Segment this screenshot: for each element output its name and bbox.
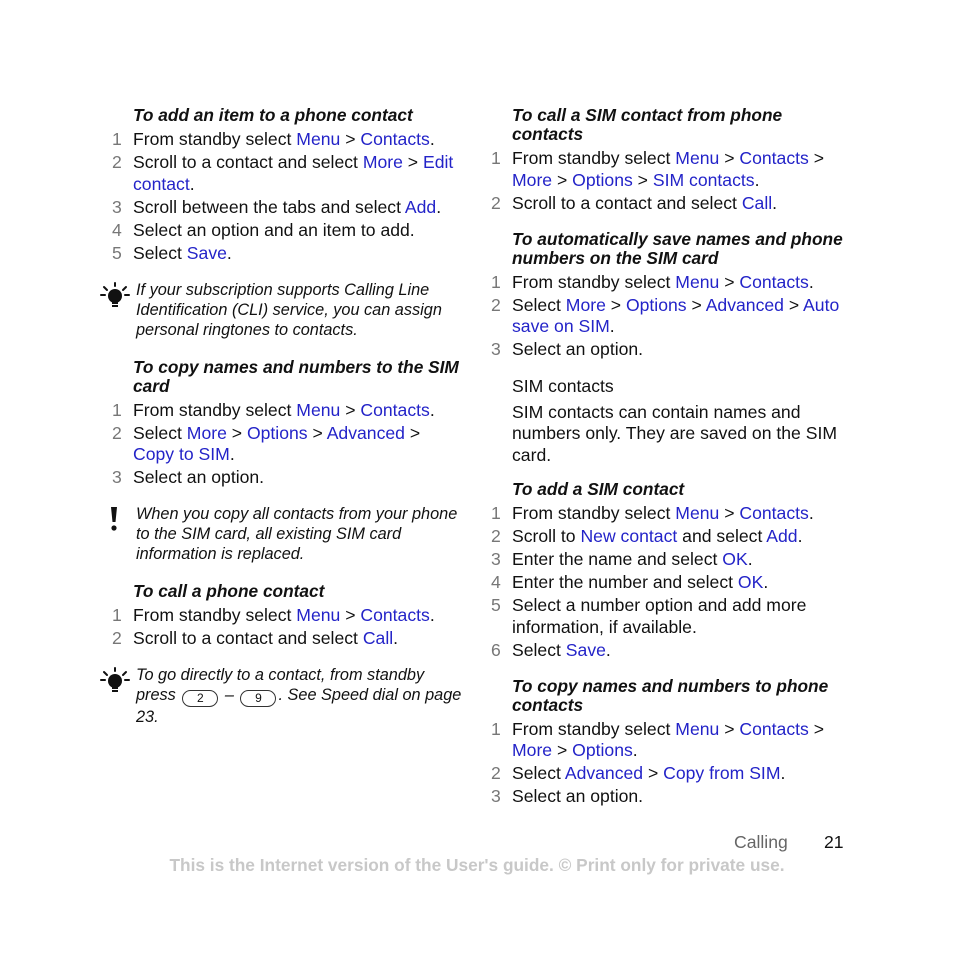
lightbulb-icon (100, 667, 130, 700)
step-item (491, 719, 843, 762)
step-number: 4 (491, 572, 501, 592)
menu-path-link[interactable]: Contacts (360, 399, 430, 420)
step-number: 2 (491, 526, 501, 546)
menu-path-link[interactable]: Copy from SIM (663, 763, 781, 783)
menu-path-link[interactable]: More (512, 169, 553, 190)
step-number: 3 (491, 339, 501, 359)
step-list (491, 503, 843, 661)
step-text: From standby select (512, 271, 676, 292)
step-number: 2 (491, 294, 501, 315)
menu-path-link[interactable]: Options (572, 169, 633, 190)
step-text: . (609, 316, 615, 336)
section-heading: To call a phone contact (133, 581, 325, 601)
step-text: From standby select (512, 503, 676, 523)
step-text: . (229, 444, 235, 464)
step-text: Select (512, 639, 566, 660)
menu-path-link[interactable]: Add (404, 196, 437, 217)
step-number: 3 (491, 549, 501, 569)
step-text: . (436, 196, 442, 217)
menu-path-link[interactable]: Menu (675, 503, 720, 523)
step-number: 2 (112, 422, 122, 443)
step-text: . (632, 740, 638, 760)
menu-path-link[interactable]: Options (625, 294, 687, 315)
menu-path-link[interactable]: Contacts (739, 148, 809, 168)
menu-path-link[interactable]: OK (737, 572, 764, 592)
step-item (112, 467, 464, 489)
step-list (112, 400, 464, 489)
step-text: Select an option. (133, 467, 265, 487)
menu-path-link[interactable]: Copy to SIM (133, 444, 230, 464)
step-text: . (429, 605, 435, 625)
step-number: 1 (491, 148, 501, 168)
step-item (112, 423, 464, 466)
menu-path-link[interactable]: New contact (580, 526, 678, 546)
menu-path-link[interactable]: More (362, 152, 403, 172)
step-item (112, 152, 464, 195)
step-list (491, 272, 843, 361)
step-text: > (307, 422, 327, 443)
step-item (491, 526, 843, 548)
menu-path-link[interactable]: OK (722, 549, 748, 569)
menu-path-link[interactable]: Contacts (739, 718, 809, 739)
step-text: From standby select (133, 129, 297, 149)
step-text: . (772, 192, 778, 213)
menu-path-link[interactable]: Edit contact (133, 152, 454, 194)
step-text: > (340, 129, 361, 149)
step-number: 2 (491, 192, 501, 213)
step-text: . (747, 549, 753, 569)
right-column (491, 106, 843, 809)
menu-path-link[interactable]: Auto save on SIM (512, 294, 840, 336)
step-text: Select (133, 422, 187, 443)
step-text: > (552, 169, 573, 190)
step-text: Scroll to a contact and select (133, 628, 363, 648)
step-text: Scroll to a contact and select (133, 152, 363, 172)
step-item (491, 572, 843, 594)
step-number: 1 (112, 129, 122, 149)
step-item (112, 628, 464, 650)
step-text: > (719, 503, 740, 523)
section-heading: To call a SIM contact from phone contacts (512, 105, 783, 144)
menu-path-link[interactable]: Menu (296, 605, 341, 625)
step-text: Enter the name and select (512, 549, 723, 569)
step-text: > (686, 294, 706, 315)
step-text: From standby select (512, 148, 676, 168)
menu-path-link[interactable]: Menu (675, 718, 720, 739)
step-item (112, 400, 464, 422)
tip-text-b: . See Speed dial on page 23. (136, 686, 462, 726)
step-text: Enter the number and select (512, 572, 738, 592)
footer-chapter: Calling (734, 832, 788, 852)
step-text: . (605, 639, 611, 660)
left-column (112, 106, 464, 727)
footer-notice: This is the Internet version of the User's guide. © Print only for private use. (169, 855, 785, 875)
menu-path-link[interactable]: Menu (675, 271, 720, 292)
step-text: and select (677, 526, 767, 546)
menu-path-link[interactable]: Contacts (360, 129, 430, 149)
step-number: 3 (112, 467, 122, 487)
step-item (491, 193, 843, 215)
step-text: Select (133, 242, 187, 263)
step-text: From standby select (133, 399, 297, 420)
body-paragraph: SIM contacts can contain names and numbers only. They are saved on the SIM card. (512, 401, 838, 465)
tip-note (112, 280, 464, 340)
step-text: > (719, 271, 740, 292)
step-item (491, 339, 843, 361)
step-number: 1 (491, 718, 501, 739)
step-list (491, 148, 843, 214)
step-item (491, 786, 843, 808)
step-text: Select an option and an item to add. (133, 219, 415, 240)
step-text: From standby select (133, 605, 297, 625)
step-text: Select an option. (512, 786, 644, 806)
menu-path-link[interactable]: Options (572, 740, 633, 760)
step-text: > (605, 294, 626, 315)
menu-path-link[interactable]: Contacts (739, 271, 809, 292)
step-text: Select an option. (512, 339, 644, 359)
step-text: Select (512, 763, 565, 783)
exclamation-icon (110, 506, 118, 537)
step-text: Scroll to a contact and select (512, 192, 742, 213)
menu-path-link[interactable]: Advanced (564, 763, 644, 783)
step-text: Scroll to (512, 526, 581, 546)
step-item (112, 220, 464, 242)
step-text: . (226, 242, 232, 263)
step-text: Select a number option and add more information, if available. (512, 595, 807, 637)
step-text: > (808, 718, 824, 739)
section-heading: To add an item to a phone contact (133, 105, 413, 125)
step-item (112, 605, 464, 627)
tip-text-a: To go directly to a contact, from standby press (136, 666, 425, 704)
step-number: 4 (112, 219, 122, 240)
step-number: 5 (491, 595, 501, 615)
menu-path-link[interactable]: SIM contacts (652, 169, 755, 190)
menu-path-link[interactable]: Contacts (739, 503, 809, 523)
menu-path-link[interactable]: Save (186, 242, 227, 263)
step-text: . (797, 526, 803, 546)
step-text: > (643, 763, 664, 783)
tip-note (112, 665, 464, 727)
step-text: Select (512, 294, 566, 315)
step-number: 1 (491, 503, 501, 523)
step-text: . (393, 628, 399, 648)
warning-note (112, 504, 464, 564)
menu-path-link[interactable]: Options (246, 422, 308, 443)
step-number: 2 (491, 763, 501, 783)
step-text: > (404, 422, 421, 443)
menu-path-link[interactable]: Menu (296, 129, 341, 149)
step-number: 3 (491, 786, 501, 806)
step-number: 1 (491, 271, 501, 292)
step-item (491, 295, 843, 338)
key-dash: – (224, 686, 234, 704)
step-text: > (340, 399, 361, 420)
menu-path-link[interactable]: More (565, 294, 606, 315)
warning-text: When you copy all contacts from your phone to the SIM card, all existing SIM card information is replaced. (136, 505, 458, 563)
step-number: 3 (112, 196, 122, 217)
menu-path-link[interactable]: More (512, 740, 553, 760)
tip-text: If your subscription supports Calling Line Identification (CLI) service, you can assign personal ringtones to contacts. (136, 280, 442, 339)
menu-path-link[interactable]: Advanced (705, 294, 784, 315)
step-text: . (429, 399, 435, 420)
section-heading: To add a SIM contact (512, 479, 685, 499)
step-list (112, 129, 464, 264)
step-item (491, 763, 843, 785)
step-list (491, 719, 843, 808)
step-item (112, 243, 464, 265)
step-text: . (429, 129, 435, 149)
step-text: > (719, 148, 740, 168)
menu-path-link[interactable]: Menu (675, 148, 720, 168)
lightbulb-icon (100, 282, 130, 315)
step-number: 1 (112, 605, 122, 625)
subheading: SIM contacts (512, 376, 614, 396)
menu-path-link[interactable]: Add (766, 526, 798, 546)
menu-path-link[interactable]: More (186, 422, 227, 443)
step-text: > (340, 605, 361, 625)
step-item (491, 148, 843, 191)
step-text: . (189, 173, 195, 194)
step-item (491, 595, 843, 638)
step-item (491, 503, 843, 525)
menu-path-link[interactable]: Advanced (326, 422, 405, 443)
menu-path-link[interactable]: Call (741, 192, 773, 213)
step-text: > (719, 718, 740, 739)
step-number: 5 (112, 242, 122, 263)
step-number: 2 (112, 628, 122, 648)
step-text: . (808, 503, 814, 523)
step-text: > (632, 169, 653, 190)
menu-path-link[interactable]: Call (362, 628, 394, 648)
step-text: From standby select (512, 718, 676, 739)
section-heading: To copy names and numbers to the SIM card (133, 356, 459, 396)
step-item (491, 549, 843, 571)
step-number: 2 (112, 152, 122, 172)
section-heading: To copy names and numbers to phone contacts (512, 675, 829, 715)
key-9-icon: 9 (240, 690, 276, 707)
step-item (112, 197, 464, 219)
step-text: > (808, 148, 824, 168)
menu-path-link[interactable]: Menu (296, 399, 341, 420)
menu-path-link[interactable]: Save (565, 639, 606, 660)
step-text: . (780, 763, 786, 783)
page-number: 21 (824, 832, 844, 852)
step-text: > (402, 152, 423, 172)
step-item (112, 129, 464, 151)
step-number: 6 (491, 639, 501, 660)
step-text: Scroll between the tabs and select (133, 196, 405, 217)
step-text: . (763, 572, 769, 592)
key-2-icon: 2 (182, 690, 218, 707)
menu-path-link[interactable]: Contacts (360, 605, 430, 625)
step-item (491, 640, 843, 662)
step-number: 1 (112, 399, 122, 420)
step-text: > (552, 740, 573, 760)
step-item (491, 272, 843, 294)
step-list (112, 605, 464, 650)
step-text: . (754, 169, 760, 190)
step-text: . (808, 271, 814, 292)
step-text: > (783, 294, 804, 315)
step-text: > (226, 422, 247, 443)
section-heading: To automatically save names and phone numbers on the SIM card (512, 228, 843, 268)
